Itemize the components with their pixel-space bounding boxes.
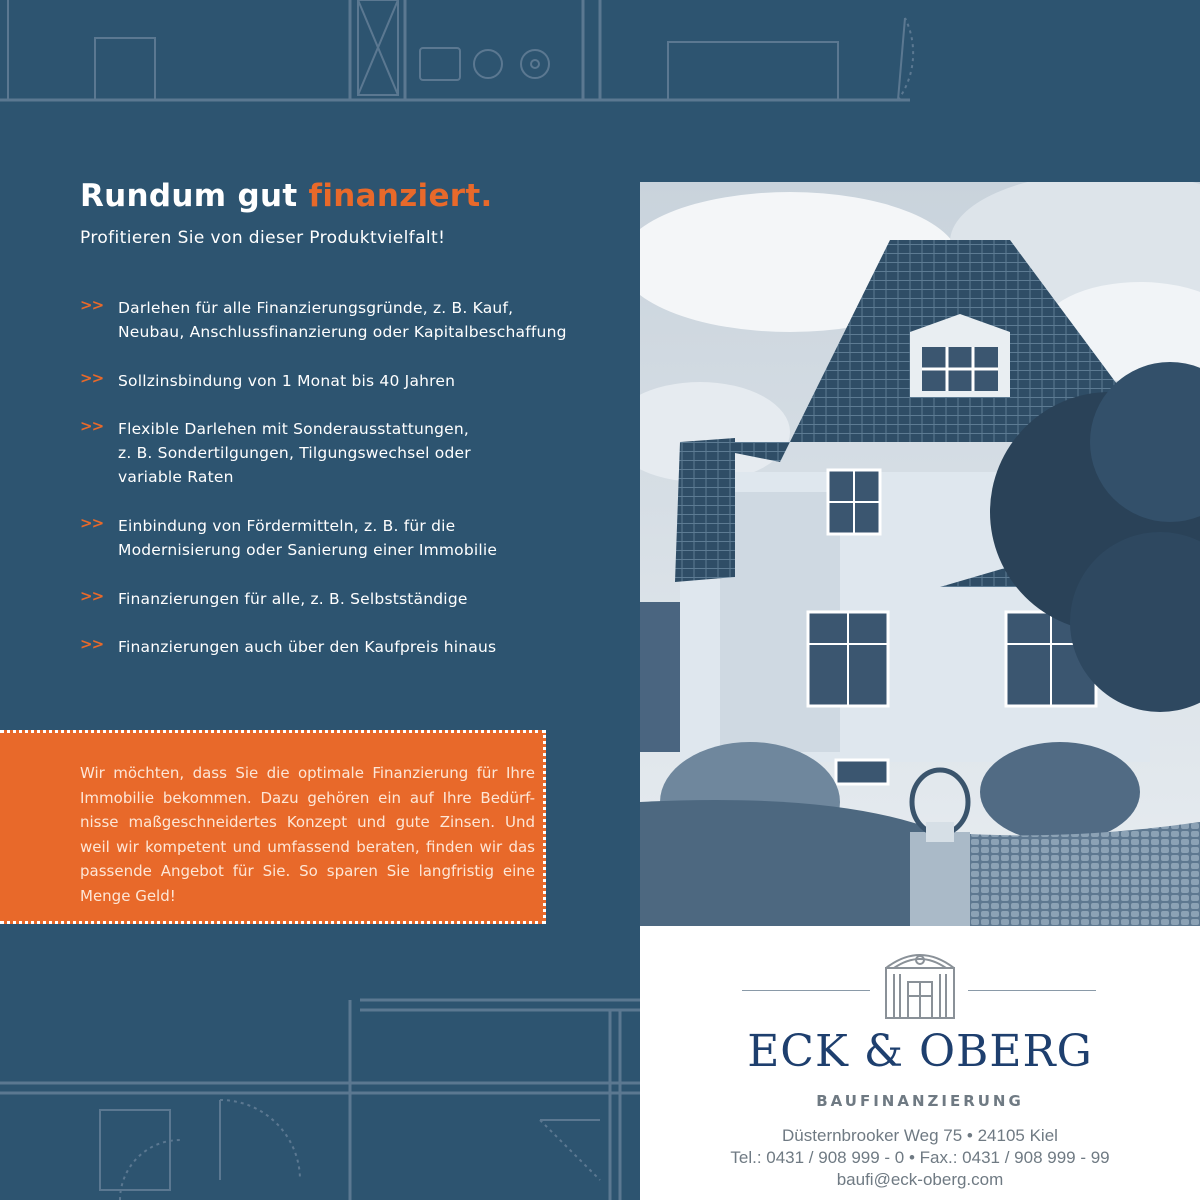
headline-text: Rundum gut bbox=[80, 178, 309, 214]
feature-line: Einbindung von Fördermitteln, z. B. für die bbox=[118, 517, 456, 535]
feature-line: Finanzierungen auch über den Kaufpreis hinaus bbox=[118, 638, 497, 656]
brand-panel bbox=[640, 926, 1200, 1200]
building-crest-logo bbox=[876, 938, 964, 1022]
feature-line: Finanzierungen für alle, z. B. Selbstständige bbox=[118, 590, 468, 608]
feature-text bbox=[118, 296, 598, 344]
double-arrow-icon: >> bbox=[80, 514, 104, 532]
double-arrow-icon: >> bbox=[80, 417, 104, 435]
feature-line: Modernisierung oder Sanierung einer Immobilie bbox=[118, 541, 498, 559]
house-photo bbox=[640, 182, 1200, 926]
double-arrow-icon: >> bbox=[80, 369, 104, 387]
feature-line: z. B. Sondertilgungen, Tilgungswechsel oder bbox=[118, 444, 471, 462]
double-arrow-icon: >> bbox=[80, 296, 104, 314]
info-box bbox=[0, 730, 546, 924]
double-arrow-icon: >> bbox=[80, 587, 104, 605]
email-link[interactable]: baufi@eck-oberg.com bbox=[836, 1170, 1004, 1189]
headline-accent: finanziert. bbox=[308, 178, 493, 214]
feature-text bbox=[118, 369, 598, 393]
double-arrow-icon: >> bbox=[80, 635, 104, 653]
feature-text bbox=[118, 417, 598, 489]
divider-line bbox=[968, 990, 1096, 991]
info-text: Wir möchten, dass Sie die optimale Finanzierung für Ihre Immobilie bekommen. Dazu gehören ein auf Ihre Bedürf-nisse maßgeschneidertes Konzept und gute Zinsen. Und weil wir kompetent und umfassend beraten, finden wir das passende Angebot für Sie. So sparen Sie langfristig eine Menge Geld! bbox=[80, 764, 535, 905]
headline bbox=[80, 178, 493, 214]
feature-line: Neubau, Anschlussfinanzierung oder Kapitalbeschaffung bbox=[118, 323, 567, 341]
feature-line: Flexible Darlehen mit Sonderausstattungen, bbox=[118, 420, 470, 438]
feature-line: Sollzinsbindung von 1 Monat bis 40 Jahren bbox=[118, 372, 456, 390]
feature-text bbox=[118, 587, 598, 611]
feature-line: variable Raten bbox=[118, 468, 234, 486]
address: Düsternbrooker Weg 75 • 24105 Kiel bbox=[782, 1126, 1058, 1145]
feature-line: Darlehen für alle Finanzierungsgründe, z. B. Kauf, bbox=[118, 299, 514, 317]
divider-line bbox=[742, 990, 870, 991]
brand-tagline: BAUFINANZIERUNG bbox=[816, 1092, 1024, 1110]
feature-text bbox=[118, 635, 598, 659]
phone-fax: Tel.: 0431 / 908 999 - 0 • Fax.: 0431 / 908 999 - 99 bbox=[730, 1148, 1110, 1167]
brand-name: ECK & OBERG bbox=[747, 1026, 1093, 1077]
feature-text bbox=[118, 514, 598, 562]
subline: Profitieren Sie von dieser Produktvielfalt! bbox=[80, 228, 446, 248]
